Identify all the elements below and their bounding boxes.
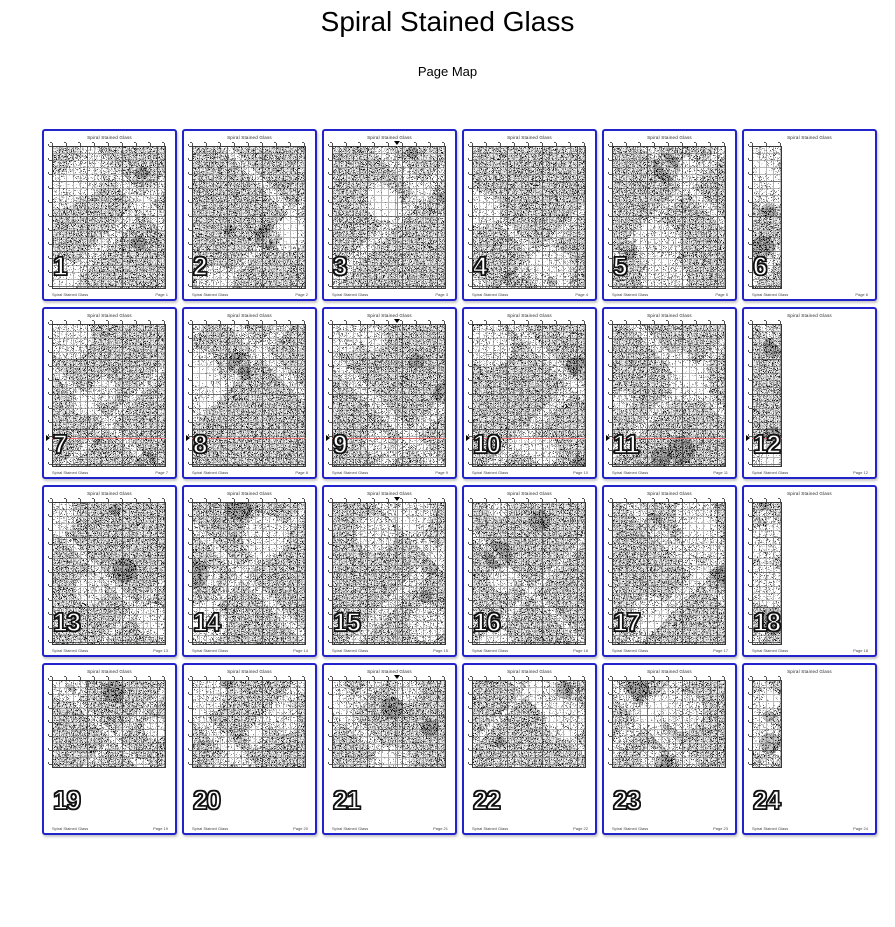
page-number: 23 xyxy=(613,785,640,815)
thumbnail-footer-right: Page 4 xyxy=(575,292,588,297)
thumbnail-footer-right: Page 23 xyxy=(713,826,728,831)
thumbnail-title: Spiral Stained Glass xyxy=(87,669,132,674)
pattern-center-vline-icon xyxy=(397,324,398,467)
thumbnail-footer-right: Page 16 xyxy=(573,648,588,653)
thumbnail-title: Spiral Stained Glass xyxy=(227,135,272,140)
stitch-pattern-grid xyxy=(48,676,166,768)
page-thumbnail-23[interactable] xyxy=(602,663,737,835)
page-thumbnail-11[interactable] xyxy=(602,307,737,479)
page-thumbnail-1[interactable] xyxy=(42,129,177,301)
page-thumbnail-13[interactable] xyxy=(42,485,177,657)
stitch-pattern-grid xyxy=(608,676,726,768)
page-number: 21 xyxy=(333,785,360,815)
page-number: 24 xyxy=(753,785,780,815)
thumbnail-footer-left: Spiral Stained Glass xyxy=(612,292,649,297)
page-number: 13 xyxy=(53,607,80,637)
page-number: 4 xyxy=(473,251,487,281)
thumbnail-footer-left: Spiral Stained Glass xyxy=(472,826,509,831)
page-number: 12 xyxy=(753,429,780,459)
thumbnail-title: Spiral Stained Glass xyxy=(647,491,692,496)
thumbnail-footer-left: Spiral Stained Glass xyxy=(472,470,509,475)
page-thumbnail-19[interactable] xyxy=(42,663,177,835)
page-number: 9 xyxy=(333,429,347,459)
thumbnail-title: Spiral Stained Glass xyxy=(787,669,832,674)
thumbnail-footer-left: Spiral Stained Glass xyxy=(192,292,229,297)
thumbnail-footer-left: Spiral Stained Glass xyxy=(752,648,789,653)
page-number: 14 xyxy=(193,607,220,637)
thumbnail-footer-left: Spiral Stained Glass xyxy=(192,826,229,831)
page-number: 2 xyxy=(193,251,207,281)
thumbnail-footer-left: Spiral Stained Glass xyxy=(332,826,369,831)
page-number: 18 xyxy=(753,607,780,637)
thumbnail-title: Spiral Stained Glass xyxy=(367,313,412,318)
thumbnail-title: Spiral Stained Glass xyxy=(227,669,272,674)
thumbnail-footer-left: Spiral Stained Glass xyxy=(472,292,509,297)
page-thumbnail-22[interactable] xyxy=(462,663,597,835)
thumbnail-title: Spiral Stained Glass xyxy=(787,313,832,318)
stitch-pattern-grid xyxy=(468,676,586,768)
thumbnail-footer-left: Spiral Stained Glass xyxy=(52,826,89,831)
page-map-grid xyxy=(42,129,877,835)
thumbnail-footer-left: Spiral Stained Glass xyxy=(332,648,369,653)
page-thumbnail-4[interactable] xyxy=(462,129,597,301)
thumbnail-footer-right: Page 17 xyxy=(713,648,728,653)
page-thumbnail-18[interactable] xyxy=(742,485,877,657)
thumbnail-footer-left: Spiral Stained Glass xyxy=(192,648,229,653)
thumbnail-footer-left: Spiral Stained Glass xyxy=(332,470,369,475)
thumbnail-footer-left: Spiral Stained Glass xyxy=(472,648,509,653)
thumbnail-footer-right: Page 1 xyxy=(155,292,168,297)
thumbnail-footer-left: Spiral Stained Glass xyxy=(612,826,649,831)
thumbnail-title: Spiral Stained Glass xyxy=(647,135,692,140)
thumbnail-footer-left: Spiral Stained Glass xyxy=(752,292,789,297)
page-number: 17 xyxy=(613,607,640,637)
thumbnail-footer-right: Page 9 xyxy=(435,470,448,475)
thumbnail-footer-left: Spiral Stained Glass xyxy=(752,470,789,475)
document-subtitle: Page Map xyxy=(417,64,478,79)
thumbnail-footer-right: Page 21 xyxy=(433,826,448,831)
center-marker-top-icon xyxy=(394,675,400,679)
page-thumbnail-17[interactable] xyxy=(602,485,737,657)
thumbnail-title: Spiral Stained Glass xyxy=(787,491,832,496)
thumbnail-title: Spiral Stained Glass xyxy=(507,313,552,318)
center-marker-left-icon xyxy=(186,435,190,441)
page-thumbnail-16[interactable] xyxy=(462,485,597,657)
page-number: 20 xyxy=(193,785,220,815)
thumbnail-footer-right: Page 8 xyxy=(295,470,308,475)
thumbnail-footer-right: Page 15 xyxy=(433,648,448,653)
page-thumbnail-20[interactable] xyxy=(182,663,317,835)
page-thumbnail-24[interactable] xyxy=(742,663,877,835)
page-number: 5 xyxy=(613,251,627,281)
thumbnail-title: Spiral Stained Glass xyxy=(787,135,832,140)
page-thumbnail-7[interactable] xyxy=(42,307,177,479)
thumbnail-footer-left: Spiral Stained Glass xyxy=(752,826,789,831)
page-thumbnail-6[interactable] xyxy=(742,129,877,301)
thumbnail-footer-right: Page 22 xyxy=(573,826,588,831)
thumbnail-title: Spiral Stained Glass xyxy=(87,491,132,496)
pattern-center-vline-icon xyxy=(397,502,398,645)
thumbnail-footer-right: Page 24 xyxy=(853,826,868,831)
page-number: 22 xyxy=(473,785,500,815)
page-number: 1 xyxy=(53,251,67,281)
page-number: 19 xyxy=(53,785,80,815)
center-marker-left-icon xyxy=(46,435,50,441)
thumbnail-title: Spiral Stained Glass xyxy=(227,313,272,318)
page-thumbnail-21[interactable] xyxy=(322,663,457,835)
page-thumbnail-12[interactable] xyxy=(742,307,877,479)
thumbnail-footer-right: Page 12 xyxy=(853,470,868,475)
thumbnail-title: Spiral Stained Glass xyxy=(367,135,412,140)
thumbnail-title: Spiral Stained Glass xyxy=(87,135,132,140)
thumbnail-footer-left: Spiral Stained Glass xyxy=(332,292,369,297)
thumbnail-title: Spiral Stained Glass xyxy=(647,669,692,674)
thumbnail-title: Spiral Stained Glass xyxy=(87,313,132,318)
thumbnail-footer-right: Page 7 xyxy=(155,470,168,475)
page-number: 6 xyxy=(753,251,767,281)
thumbnail-title: Spiral Stained Glass xyxy=(507,669,552,674)
thumbnail-footer-left: Spiral Stained Glass xyxy=(192,470,229,475)
stitch-pattern-grid xyxy=(328,676,446,768)
center-marker-top-icon xyxy=(394,497,400,501)
page-thumbnail-9[interactable] xyxy=(322,307,457,479)
page-number: 10 xyxy=(473,429,500,459)
document-title: Spiral Stained Glass xyxy=(320,6,575,37)
thumbnail-footer-right: Page 3 xyxy=(435,292,448,297)
thumbnail-title: Spiral Stained Glass xyxy=(507,135,552,140)
thumbnail-footer-right: Page 2 xyxy=(295,292,308,297)
stitch-pattern-grid xyxy=(748,676,782,768)
center-marker-left-icon xyxy=(466,435,470,441)
page-thumbnail-14[interactable] xyxy=(182,485,317,657)
thumbnail-footer-right: Page 14 xyxy=(293,648,308,653)
center-marker-left-icon xyxy=(606,435,610,441)
page-number: 15 xyxy=(333,607,360,637)
thumbnail-footer-right: Page 10 xyxy=(573,470,588,475)
page-number: 16 xyxy=(473,607,500,637)
thumbnail-title: Spiral Stained Glass xyxy=(367,669,412,674)
page-number: 7 xyxy=(53,429,67,459)
center-marker-left-icon xyxy=(746,435,750,441)
pattern-center-hline-icon xyxy=(332,438,446,439)
center-marker-left-icon xyxy=(326,435,330,441)
thumbnail-footer-left: Spiral Stained Glass xyxy=(52,648,89,653)
page-number: 3 xyxy=(333,251,347,281)
thumbnail-title: Spiral Stained Glass xyxy=(367,491,412,496)
thumbnail-footer-right: Page 6 xyxy=(855,292,868,297)
thumbnail-footer-right: Page 5 xyxy=(715,292,728,297)
page-thumbnail-10[interactable] xyxy=(462,307,597,479)
pattern-center-vline-icon xyxy=(397,680,398,768)
thumbnail-footer-right: Page 19 xyxy=(153,826,168,831)
page-thumbnail-5[interactable] xyxy=(602,129,737,301)
stitch-pattern-grid xyxy=(188,676,306,768)
thumbnail-footer-left: Spiral Stained Glass xyxy=(612,648,649,653)
thumbnail-footer-right: Page 11 xyxy=(713,470,728,475)
center-marker-top-icon xyxy=(394,141,400,145)
thumbnail-title: Spiral Stained Glass xyxy=(227,491,272,496)
center-marker-top-icon xyxy=(394,319,400,323)
thumbnail-footer-left: Spiral Stained Glass xyxy=(52,470,89,475)
page-number: 11 xyxy=(613,429,639,459)
thumbnail-footer-left: Spiral Stained Glass xyxy=(52,292,89,297)
page-number: 8 xyxy=(193,429,207,459)
thumbnail-footer-left: Spiral Stained Glass xyxy=(612,470,649,475)
thumbnail-title: Spiral Stained Glass xyxy=(647,313,692,318)
page-thumbnail-15[interactable] xyxy=(322,485,457,657)
pattern-center-hline-icon xyxy=(192,438,306,439)
pattern-center-vline-icon xyxy=(397,146,398,289)
page-thumbnail-3[interactable] xyxy=(322,129,457,301)
thumbnail-footer-right: Page 13 xyxy=(153,648,168,653)
thumbnail-footer-right: Page 20 xyxy=(293,826,308,831)
thumbnail-footer-right: Page 18 xyxy=(853,648,868,653)
pattern-center-hline-icon xyxy=(52,438,166,439)
page-thumbnail-2[interactable] xyxy=(182,129,317,301)
page-thumbnail-8[interactable] xyxy=(182,307,317,479)
thumbnail-title: Spiral Stained Glass xyxy=(507,491,552,496)
